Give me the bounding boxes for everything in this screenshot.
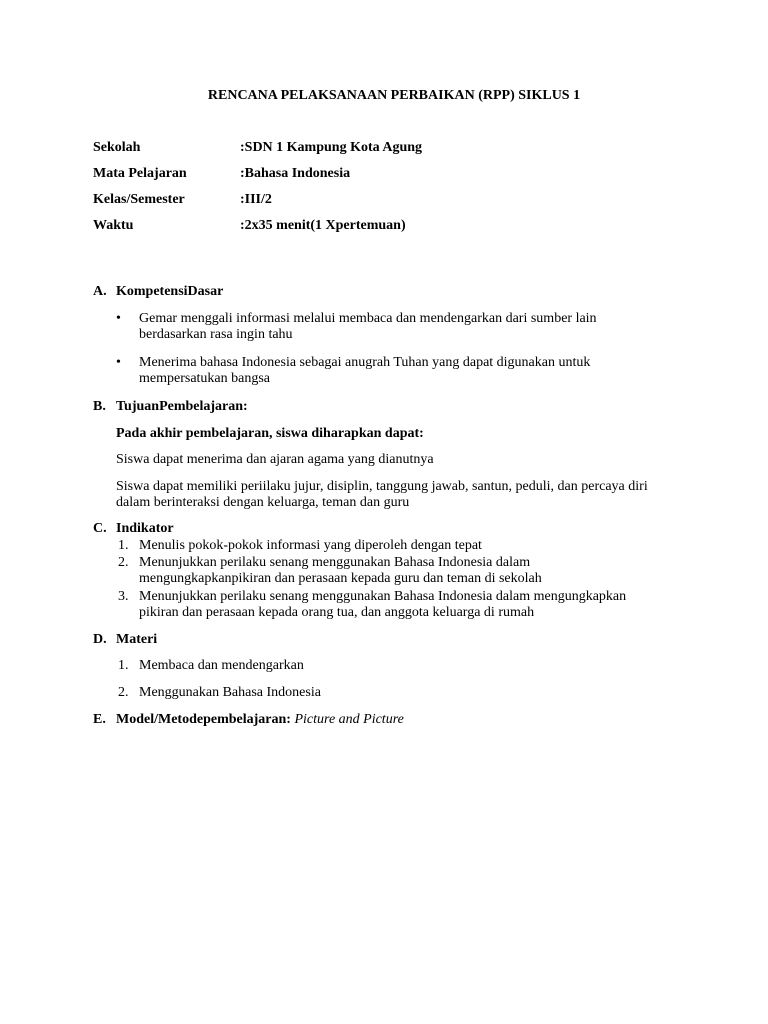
section-letter: A. bbox=[93, 284, 107, 299]
section-title: Indikator bbox=[116, 521, 174, 536]
item-text bbox=[139, 589, 719, 621]
info-value: :Bahasa Indonesia bbox=[240, 166, 351, 181]
document-title: RENCANA PELAKSANAAN PERBAIKAN (RPP) SIKLUS 1 bbox=[207, 88, 581, 103]
section-b-heading bbox=[93, 399, 248, 415]
bullet-icon: • bbox=[116, 355, 121, 370]
item-line: mengungkapkanpikiran dan perasaan kepada guru dan teman di sekolah bbox=[139, 571, 542, 586]
section-letter: B. bbox=[93, 399, 106, 414]
paragraph-line: Siswa dapat memiliki periilaku jujur, disiplin, tanggung jawab, santun, peduli, dan percaya diri bbox=[116, 479, 648, 494]
section-title: Materi bbox=[116, 632, 158, 647]
info-label: Sekolah bbox=[93, 140, 141, 155]
section-d-heading bbox=[93, 632, 157, 648]
section-c-heading bbox=[93, 521, 174, 537]
item-number: 2. bbox=[118, 685, 129, 700]
bullet-text bbox=[139, 355, 719, 387]
section-b-paragraph: Siswa dapat menerima dan ajaran agama yang dianutnya bbox=[116, 452, 434, 467]
info-value: :SDN 1 Kampung Kota Agung bbox=[240, 140, 423, 155]
section-letter: C. bbox=[93, 521, 107, 536]
section-e-heading bbox=[93, 712, 404, 728]
info-label: Waktu bbox=[93, 218, 134, 233]
section-title: Model/Metodepembelajaran: bbox=[116, 712, 295, 727]
item-line: Menunjukkan perilaku senang menggunakan Bahasa Indonesia dalam mengungkapkan bbox=[139, 589, 627, 604]
item-text: Membaca dan mendengarkan bbox=[139, 658, 304, 673]
bullet-line: Menerima bahasa Indonesia sebagai anugrah Tuhan yang dapat digunakan untuk bbox=[139, 355, 591, 370]
item-text bbox=[139, 538, 719, 554]
bullet-line: berdasarkan rasa ingin tahu bbox=[139, 327, 293, 342]
section-title: KompetensiDasar bbox=[116, 284, 224, 299]
section-title: TujuanPembelajaran: bbox=[116, 399, 248, 414]
section-a-heading bbox=[93, 284, 223, 300]
paragraph-line: dalam berinteraksi dengan keluarga, teman dan guru bbox=[116, 495, 410, 510]
item-text bbox=[139, 555, 719, 587]
section-letter: E. bbox=[93, 712, 106, 727]
item-line: Menulis pokok-pokok informasi yang diperoleh dengan tepat bbox=[139, 538, 482, 553]
section-method-value: Picture and Picture bbox=[294, 712, 404, 727]
section-b-intro: Pada akhir pembelajaran, siswa diharapkan dapat: bbox=[116, 426, 424, 441]
bullet-text bbox=[139, 311, 719, 343]
item-line: pikiran dan perasaan kepada orang tua, dan anggota keluarga di rumah bbox=[139, 605, 535, 620]
info-value: :III/2 bbox=[240, 192, 272, 207]
item-number: 1. bbox=[118, 658, 129, 673]
item-number: 3. bbox=[118, 589, 129, 604]
section-b-paragraph bbox=[116, 479, 716, 511]
item-number: 1. bbox=[118, 538, 129, 553]
info-label: Kelas/Semester bbox=[93, 192, 185, 207]
item-number: 2. bbox=[118, 555, 129, 570]
bullet-icon: • bbox=[116, 311, 121, 326]
item-line: Menunjukkan perilaku senang menggunakan Bahasa Indonesia dalam bbox=[139, 555, 531, 570]
bullet-line: mempersatukan bangsa bbox=[139, 371, 271, 386]
info-value: :2x35 menit(1 Xpertemuan) bbox=[240, 218, 406, 233]
info-label: Mata Pelajaran bbox=[93, 166, 187, 181]
section-letter: D. bbox=[93, 632, 107, 647]
item-text: Menggunakan Bahasa Indonesia bbox=[139, 685, 321, 700]
bullet-line: Gemar menggali informasi melalui membaca dan mendengarkan dari sumber lain bbox=[139, 311, 597, 326]
